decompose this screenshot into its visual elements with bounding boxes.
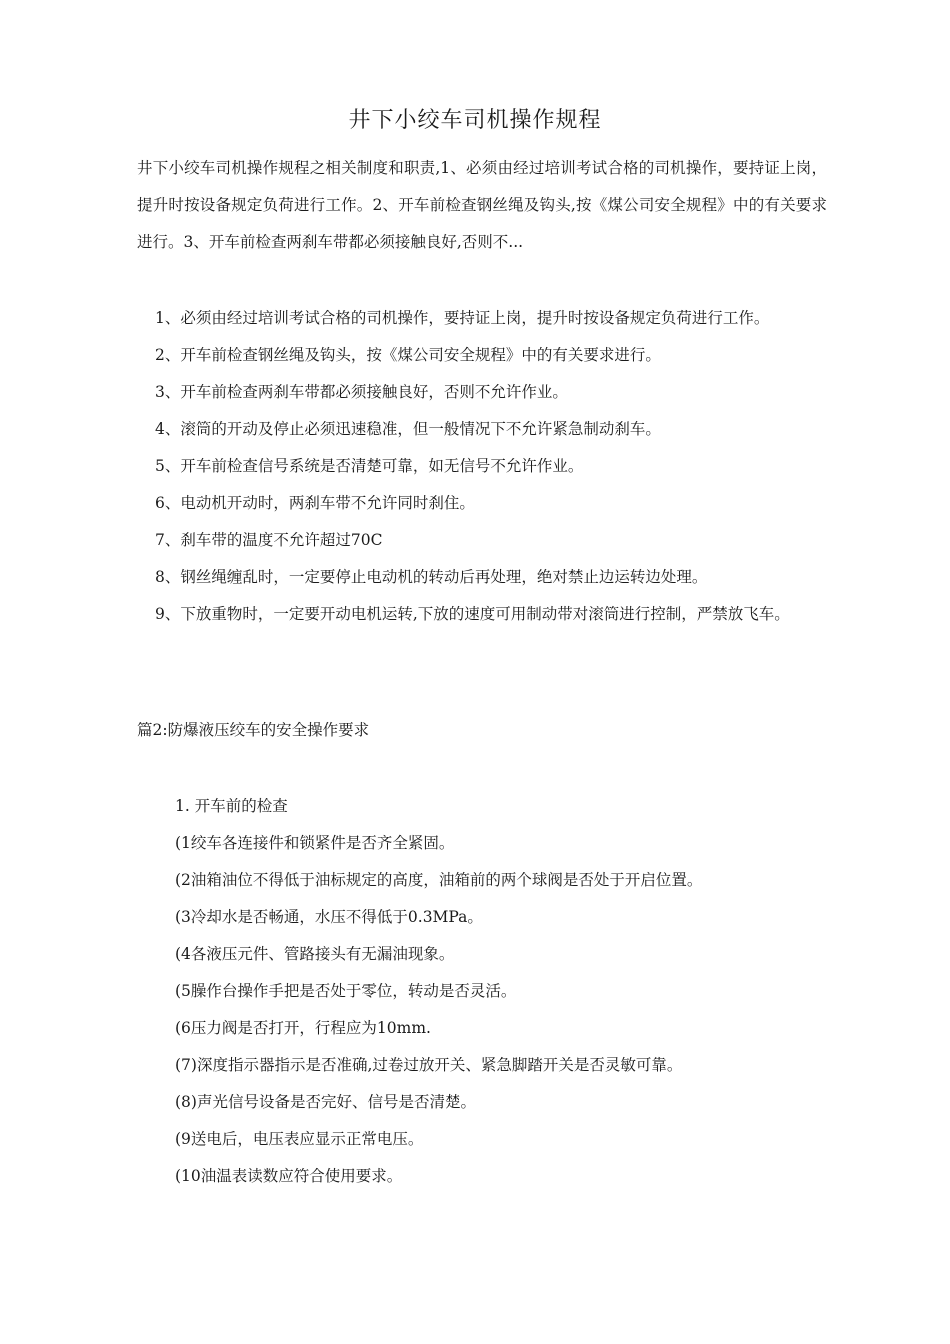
rule-item: 7、刹车带的温度不允许超过70C bbox=[155, 531, 383, 549]
check-item: (1绞车各连接件和锁紧件是否齐全紧固。 bbox=[175, 834, 455, 852]
document-title: 井下小绞车司机操作规程 bbox=[348, 108, 602, 133]
check-item: (10油温表读数应符合使用要求。 bbox=[175, 1167, 403, 1185]
check-item: (3冷却水是否畅通，水压不得低于0.3MPa。 bbox=[175, 908, 483, 926]
check-item: (6压力阀是否打开，行程应为10mm. bbox=[175, 1019, 431, 1037]
check-item: (9送电后，电压表应显示正常电压。 bbox=[175, 1130, 424, 1148]
checks-list bbox=[175, 788, 825, 1195]
check-item: (5臊作台操作手把是否处于零位，转动是否灵活。 bbox=[175, 982, 517, 1000]
check-item: (2油箱油位不得低于油标规定的高度，油箱前的两个球阀是否处于开启位置。 bbox=[175, 871, 703, 889]
check-item: (4各液压元件、管路接头有无漏油现象。 bbox=[175, 945, 455, 963]
rule-item: 2、开车前检查钢丝绳及钩头，按《煤公司安全规程》中的有关要求进行。 bbox=[155, 346, 661, 364]
rule-item: 6、电动机开动时，两刹车带不允许同时刹住。 bbox=[155, 494, 475, 512]
checks-subheading: 1. 开车前的检查 bbox=[175, 797, 288, 815]
section-heading: 篇2:防爆液压绞车的安全操作要求 bbox=[137, 721, 370, 739]
rule-item: 3、开车前检查两刹车带都必须接触良好，否则不允许作业。 bbox=[155, 383, 568, 401]
rules-list bbox=[137, 300, 827, 633]
rule-item: 8、钢丝绳缠乱时，一定要停止电动机的转动后再处理，绝对禁止边运转边处理。 bbox=[155, 568, 708, 586]
rule-item: 5、开车前检查信号系统是否清楚可靠，如无信号不允许作业。 bbox=[155, 457, 584, 475]
rule-item: 4、滚筒的开动及停止必须迅速稳准，但一般情况下不允许紧急制动刹车。 bbox=[155, 420, 661, 438]
rule-item: 1、必须由经过培训考试合格的司机操作，要持证上岗，提升时按设备规定负荷进行工作。 bbox=[155, 309, 770, 327]
summary-paragraph: 井下小绞车司机操作规程之相关制度和职责,1、必须由经过培训考试合格的司机操作，要持证上岗，提升时按设备规定负荷进行工作。2、开车前检查钢丝绳及钩头,按《煤公司安全规程》中的有关要求进行。3、开车前检查两刹车带都必须接触良好,否则不... bbox=[137, 159, 827, 251]
rule-item: 9、下放重物时，一定要开动电机运转,下放的速度可用制动带对滚筒进行控制，严禁放飞车。 bbox=[155, 605, 790, 623]
check-item: (7)深度指示器指示是否准确,过卷过放开关、紧急脚踏开关是否灵敏可靠。 bbox=[175, 1056, 683, 1074]
check-item: (8)声光信号设备是否完好、信号是否清楚。 bbox=[175, 1093, 476, 1111]
